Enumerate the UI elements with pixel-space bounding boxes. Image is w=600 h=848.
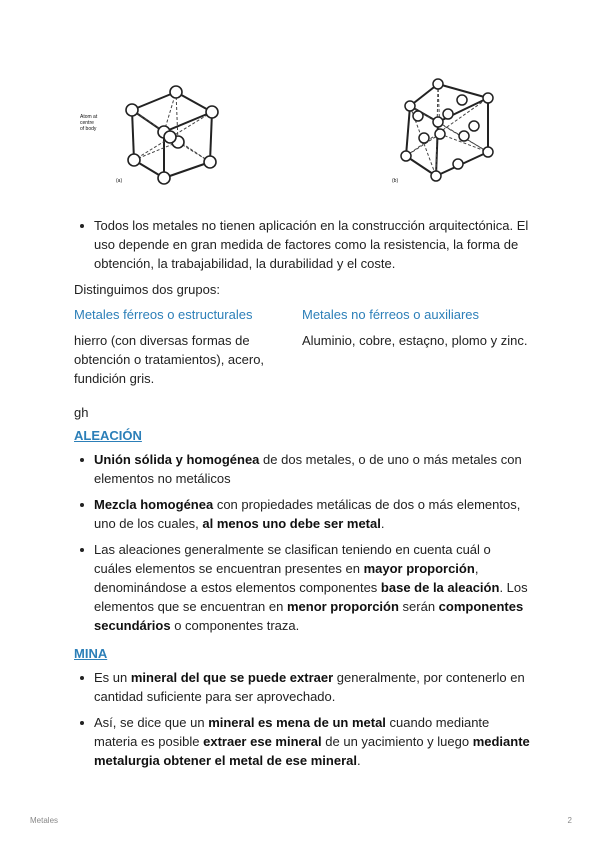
list-item bbox=[74, 495, 530, 533]
fig-a-caption: (a) bbox=[116, 178, 123, 184]
text: serán bbox=[398, 599, 439, 614]
text: generalmente, por contenerlo en cantidad suficiente para ser aprovechado. bbox=[94, 670, 525, 704]
group-text: Aluminio, cobre, estaçno, plomo y zinc. bbox=[302, 333, 528, 348]
text: o componentes traza. bbox=[170, 618, 300, 633]
bold-text: mediante metalurgia obtener el metal de ese mineral bbox=[94, 734, 530, 768]
group-text: hierro (con diversas formas de obtención o tratamientos), acero, fundición gris. bbox=[74, 333, 265, 386]
text: . bbox=[357, 753, 361, 768]
section-heading-mina: MINA bbox=[74, 646, 108, 661]
fig-b-caption: (b) bbox=[392, 178, 399, 184]
bold-text: componentes secundários bbox=[94, 599, 524, 633]
footer-page-number: 2 bbox=[567, 816, 572, 825]
bcc-lattice-drawing bbox=[112, 80, 232, 188]
fig-a-annotation-line: Atom at bbox=[80, 114, 98, 120]
bold-text: mayor proporción bbox=[363, 561, 475, 576]
bold-text: Unión sólida y homogénea bbox=[94, 452, 260, 467]
group-title: Metales no férreos o auxiliares bbox=[302, 307, 480, 322]
text: Así, se dice que un bbox=[94, 715, 209, 730]
text: Es un bbox=[94, 670, 131, 685]
text: de un yacimiento y luego bbox=[321, 734, 473, 749]
list-item bbox=[74, 540, 530, 635]
bold-text: menor proporción bbox=[286, 599, 399, 614]
bold-text: base de la aleación bbox=[380, 580, 500, 595]
group-ferrous bbox=[74, 305, 302, 388]
text: cuando mediante materia es posible bbox=[94, 715, 490, 749]
fcc-lattice-drawing bbox=[392, 76, 508, 188]
bold-text: extraer ese mineral bbox=[203, 734, 322, 749]
text: Las aleaciones generalmente se clasifican teniendo en cuenta cuál o cuáles elementos se encuentran presentes en bbox=[94, 542, 491, 576]
fig-a-annotation-line: of body bbox=[80, 126, 97, 132]
groups-intro: Distinguimos dos grupos: bbox=[74, 282, 220, 297]
intro-list bbox=[74, 216, 530, 273]
group-nonferrous bbox=[302, 305, 530, 388]
fig-a-annotation-line: centre bbox=[80, 120, 94, 126]
footer-doc-title: Metales bbox=[30, 816, 59, 825]
list-item bbox=[74, 450, 530, 488]
bold-text: mineral es mena de un metal bbox=[208, 715, 386, 730]
section-heading-aleacion: ALEACIÓN bbox=[74, 428, 142, 443]
bold-text: al menos uno debe ser metal bbox=[202, 516, 381, 531]
bold-text: mineral del que se puede extraer bbox=[130, 670, 334, 685]
list-item bbox=[74, 713, 530, 770]
text: con propiedades metálicas de dos o más elementos, uno de los cuales, bbox=[94, 497, 521, 531]
bcc-lattice-figure bbox=[80, 80, 232, 188]
groups-columns bbox=[74, 305, 530, 388]
aleacion-list bbox=[74, 450, 530, 635]
text: . Los elementos que se encuentran en bbox=[94, 580, 528, 614]
fcc-lattice-figure bbox=[392, 76, 508, 188]
list-item bbox=[74, 668, 530, 706]
list-item: Todos los metales no tienen aplicación en la construcción arquitectónica. El uso depende en gran medida de factores como la resistencia, la forma de obtención, la trabajabilidad, la durabilidad y el coste. bbox=[74, 216, 530, 273]
page-content bbox=[74, 216, 530, 777]
text: , denominándose a estos elementos componentes bbox=[94, 561, 479, 595]
group-title: Metales férreos o estructurales bbox=[74, 307, 253, 322]
mina-list bbox=[74, 668, 530, 770]
text: . bbox=[380, 516, 385, 531]
bold-text: Mezcla homogénea bbox=[94, 497, 214, 512]
text: de dos metales, o de uno o más metales con elementos no metálicos bbox=[94, 452, 522, 486]
stray-text: gh bbox=[74, 405, 89, 420]
